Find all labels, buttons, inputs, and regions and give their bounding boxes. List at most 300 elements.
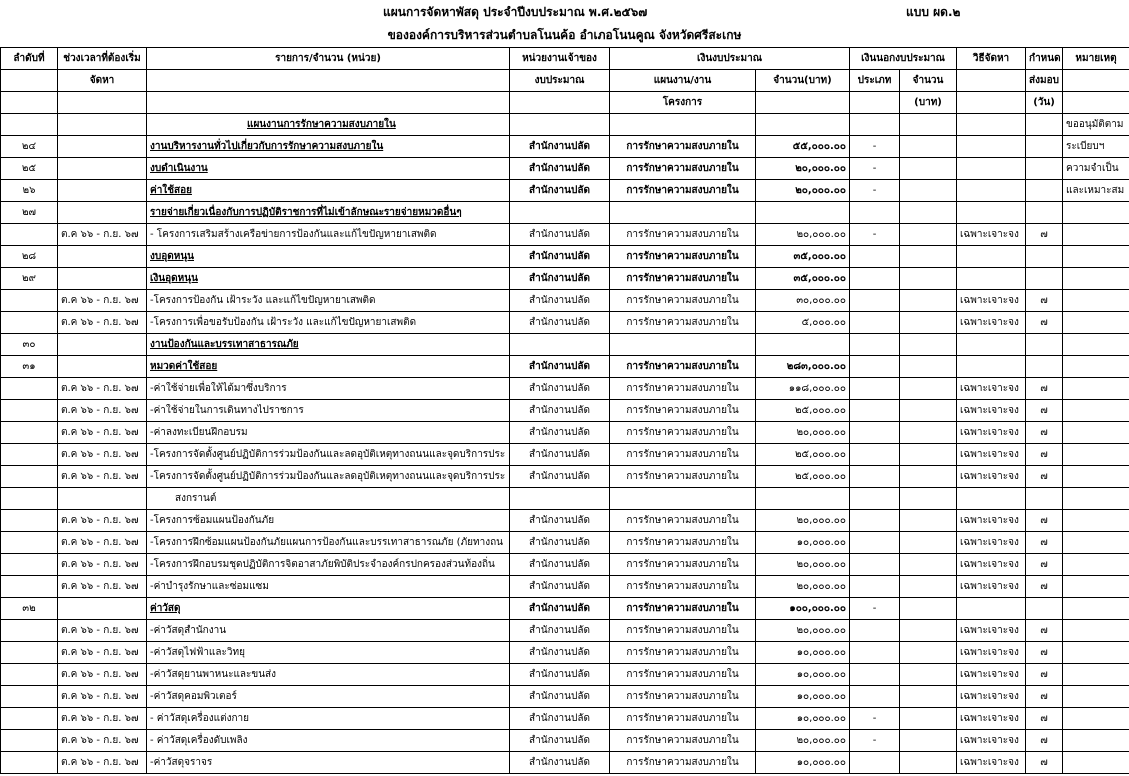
table-row <box>1 642 1129 664</box>
row-delivery-days: ๗ <box>1026 576 1063 598</box>
row-delivery-days: ๗ <box>1026 532 1063 554</box>
row-no: ๒๕ <box>1 158 58 180</box>
table-row <box>1 532 1129 554</box>
row-no <box>1 422 58 444</box>
row-delivery-days: ๗ <box>1026 510 1063 532</box>
row-unit: สำนักงานปลัด <box>510 312 610 334</box>
row-plan: การรักษาความสงบภายใน <box>610 576 756 598</box>
col-remark: หมายเหตุ <box>1063 48 1129 70</box>
row-unit: สำนักงานปลัด <box>510 422 610 444</box>
row-amount: ๒๐,๐๐๐.๐๐ <box>756 554 850 576</box>
row-method <box>957 246 1026 268</box>
row-amount: ๒๘๓,๐๐๐.๐๐ <box>756 356 850 378</box>
row-period <box>58 246 147 268</box>
row-period: ต.ค ๖๖ - ก.ย. ๖๗ <box>58 422 147 444</box>
row-unit: สำนักงานปลัด <box>510 268 610 290</box>
row-remark <box>1063 532 1129 554</box>
row-item: แผนงานการรักษาความสงบภายใน <box>147 114 510 136</box>
col-budget: เงินงบประมาณ <box>610 48 850 70</box>
row-item: -ค่าวัสดุยานพาหนะและขนส่ง <box>147 664 510 686</box>
row-plan: การรักษาความสงบภายใน <box>610 444 756 466</box>
row-unit: สำนักงานปลัด <box>510 598 610 620</box>
row-unit: สำนักงานปลัด <box>510 554 610 576</box>
row-unit: สำนักงานปลัด <box>510 664 610 686</box>
row-amount: ๑๐,๐๐๐.๐๐ <box>756 642 850 664</box>
row-unit: สำนักงานปลัด <box>510 708 610 730</box>
row-delivery-days: ๗ <box>1026 400 1063 422</box>
row-offbudget-amount <box>900 598 957 620</box>
row-plan: การรักษาความสงบภายใน <box>610 466 756 488</box>
row-item: - ค่าวัสดุเครื่องแต่งกาย <box>147 708 510 730</box>
table-row <box>1 202 1129 224</box>
row-plan: การรักษาความสงบภายใน <box>610 422 756 444</box>
row-delivery-days: ๗ <box>1026 708 1063 730</box>
row-delivery-days: ๗ <box>1026 554 1063 576</box>
row-offbudget-type <box>850 378 900 400</box>
row-delivery-days: ๗ <box>1026 686 1063 708</box>
row-delivery-days: ๗ <box>1026 290 1063 312</box>
row-no <box>1 224 58 246</box>
row-amount: ๒๕,๐๐๐.๐๐ <box>756 466 850 488</box>
row-no <box>1 752 58 774</box>
table-row <box>1 730 1129 752</box>
row-period <box>58 180 147 202</box>
row-no <box>1 444 58 466</box>
table-row <box>1 664 1129 686</box>
row-unit: สำนักงานปลัด <box>510 752 610 774</box>
row-item: สงกรานต์ <box>147 488 510 510</box>
row-period: ต.ค ๖๖ - ก.ย. ๖๗ <box>58 664 147 686</box>
row-no: ๓๒ <box>1 598 58 620</box>
row-offbudget-amount <box>900 334 957 356</box>
row-offbudget-amount <box>900 224 957 246</box>
row-remark <box>1063 510 1129 532</box>
row-unit: สำนักงานปลัด <box>510 642 610 664</box>
row-delivery-days: ๗ <box>1026 378 1063 400</box>
row-remark <box>1063 664 1129 686</box>
row-method: เฉพาะเจาะจง <box>957 642 1026 664</box>
row-no: ๒๔ <box>1 136 58 158</box>
row-item: งบอุดหนุน <box>147 246 510 268</box>
row-delivery-days <box>1026 598 1063 620</box>
row-remark <box>1063 268 1129 290</box>
col-off-amount: จำนวน <box>900 70 957 92</box>
row-no <box>1 664 58 686</box>
row-item: -ค่าบำรุงรักษาและซ่อมแซม <box>147 576 510 598</box>
row-delivery-days <box>1026 268 1063 290</box>
row-offbudget-amount <box>900 576 957 598</box>
row-remark: และเหมาะสม <box>1063 180 1129 202</box>
row-offbudget-amount <box>900 708 957 730</box>
row-method: เฉพาะเจาะจง <box>957 752 1026 774</box>
row-amount: ๑๐,๐๐๐.๐๐ <box>756 708 850 730</box>
row-item: -โครงการเพื่อขอรับป้องกัน เฝ้าระวัง และแก้ไขปัญหายาเสพติด <box>147 312 510 334</box>
row-offbudget-type: - <box>850 730 900 752</box>
row-offbudget-type: - <box>850 708 900 730</box>
row-plan: การรักษาความสงบภายใน <box>610 598 756 620</box>
row-method <box>957 202 1026 224</box>
row-offbudget-type <box>850 752 900 774</box>
row-amount: ๑๐๐,๐๐๐.๐๐ <box>756 598 850 620</box>
row-method <box>957 268 1026 290</box>
row-item: -ค่าวัสดุสำนักงาน <box>147 620 510 642</box>
table-row <box>1 268 1129 290</box>
row-no <box>1 488 58 510</box>
table-row <box>1 598 1129 620</box>
row-plan: การรักษาความสงบภายใน <box>610 246 756 268</box>
row-amount: ๒๐,๐๐๐.๐๐ <box>756 510 850 532</box>
row-remark <box>1063 708 1129 730</box>
row-period: ต.ค ๖๖ - ก.ย. ๖๗ <box>58 620 147 642</box>
row-offbudget-type <box>850 312 900 334</box>
row-period: ต.ค ๖๖ - ก.ย. ๖๗ <box>58 752 147 774</box>
row-method: เฉพาะเจาะจง <box>957 312 1026 334</box>
col-plan-2: โครงการ <box>610 92 756 114</box>
row-delivery-days: ๗ <box>1026 642 1063 664</box>
row-period: ต.ค ๖๖ - ก.ย. ๖๗ <box>58 642 147 664</box>
row-method: เฉพาะเจาะจง <box>957 708 1026 730</box>
row-period <box>58 598 147 620</box>
row-period: ต.ค ๖๖ - ก.ย. ๖๗ <box>58 708 147 730</box>
col-off-type: ประเภท <box>850 70 900 92</box>
row-period <box>58 202 147 224</box>
row-delivery-days <box>1026 136 1063 158</box>
row-plan: การรักษาความสงบภายใน <box>610 620 756 642</box>
row-no <box>1 532 58 554</box>
row-unit: สำนักงานปลัด <box>510 730 610 752</box>
row-period: ต.ค ๖๖ - ก.ย. ๖๗ <box>58 576 147 598</box>
row-method: เฉพาะเจาะจง <box>957 730 1026 752</box>
row-amount: ๓๐,๐๐๐.๐๐ <box>756 290 850 312</box>
row-unit: สำนักงานปลัด <box>510 400 610 422</box>
row-period: ต.ค ๖๖ - ก.ย. ๖๗ <box>58 290 147 312</box>
table-row <box>1 488 1129 510</box>
table-row <box>1 400 1129 422</box>
row-method: เฉพาะเจาะจง <box>957 400 1026 422</box>
row-item: -โครงการป้องกัน เฝ้าระวัง และแก้ไขปัญหายาเสพติด <box>147 290 510 312</box>
row-offbudget-amount <box>900 136 957 158</box>
row-method: เฉพาะเจาะจง <box>957 576 1026 598</box>
row-remark <box>1063 488 1129 510</box>
row-delivery-days: ๗ <box>1026 752 1063 774</box>
row-amount: ๑๐,๐๐๐.๐๐ <box>756 752 850 774</box>
row-amount: ๒๐,๐๐๐.๐๐ <box>756 158 850 180</box>
row-offbudget-type <box>850 642 900 664</box>
row-no: ๓๑ <box>1 356 58 378</box>
row-plan: การรักษาความสงบภายใน <box>610 224 756 246</box>
table-row <box>1 752 1129 774</box>
row-offbudget-amount <box>900 400 957 422</box>
row-no <box>1 730 58 752</box>
row-delivery-days: ๗ <box>1026 444 1063 466</box>
row-offbudget-amount <box>900 730 957 752</box>
row-unit: สำนักงานปลัด <box>510 158 610 180</box>
row-remark <box>1063 620 1129 642</box>
row-offbudget-type <box>850 576 900 598</box>
row-remark <box>1063 290 1129 312</box>
row-offbudget-amount <box>900 356 957 378</box>
row-delivery-days <box>1026 202 1063 224</box>
row-plan: การรักษาความสงบภายใน <box>610 136 756 158</box>
row-period <box>58 158 147 180</box>
row-offbudget-amount <box>900 664 957 686</box>
row-period: ต.ค ๖๖ - ก.ย. ๖๗ <box>58 312 147 334</box>
table-row <box>1 686 1129 708</box>
col-deliver: กำหนด <box>1026 48 1063 70</box>
row-offbudget-type <box>850 664 900 686</box>
row-offbudget-type <box>850 466 900 488</box>
row-item: -ค่าวัสดุคอมพิวเตอร์ <box>147 686 510 708</box>
row-amount: ๒๐,๐๐๐.๐๐ <box>756 620 850 642</box>
row-delivery-days: ๗ <box>1026 466 1063 488</box>
row-offbudget-type <box>850 444 900 466</box>
row-no <box>1 708 58 730</box>
row-item: -โครงการฝึกซ้อมแผนป้องกันภัยแผนการป้องกันและบรรเทาสาธารณภัย (ภัยทางถน <box>147 532 510 554</box>
row-delivery-days: ๗ <box>1026 312 1063 334</box>
row-amount: ๕,๐๐๐.๐๐ <box>756 312 850 334</box>
row-period: ต.ค ๖๖ - ก.ย. ๖๗ <box>58 554 147 576</box>
table-row <box>1 554 1129 576</box>
table-row <box>1 312 1129 334</box>
row-offbudget-type: - <box>850 136 900 158</box>
col-amount: จำนวน(บาท) <box>756 70 850 92</box>
row-method <box>957 334 1026 356</box>
row-plan: การรักษาความสงบภายใน <box>610 290 756 312</box>
col-offbudget: เงินนอกงบประมาณ <box>850 48 957 70</box>
row-offbudget-type <box>850 114 900 136</box>
header-row-3 <box>1 92 1129 114</box>
row-period: ต.ค ๖๖ - ก.ย. ๖๗ <box>58 510 147 532</box>
row-unit: สำนักงานปลัด <box>510 290 610 312</box>
table-row <box>1 290 1129 312</box>
row-method <box>957 488 1026 510</box>
row-item: -โครงการจัดตั้งศูนย์ปฏิบัติการร่วมป้องกันและลดอุบัติเหตุทางถนนและจุดบริการประ <box>147 466 510 488</box>
col-method: วิธีจัดหา <box>957 48 1026 70</box>
row-plan: การรักษาความสงบภายใน <box>610 730 756 752</box>
row-offbudget-amount <box>900 114 957 136</box>
row-plan: การรักษาความสงบภายใน <box>610 378 756 400</box>
row-period: ต.ค ๖๖ - ก.ย. ๖๗ <box>58 224 147 246</box>
table-row <box>1 510 1129 532</box>
row-plan <box>610 114 756 136</box>
row-plan: การรักษาความสงบภายใน <box>610 268 756 290</box>
row-remark <box>1063 246 1129 268</box>
row-no: ๒๖ <box>1 180 58 202</box>
row-period <box>58 334 147 356</box>
row-period: ต.ค ๖๖ - ก.ย. ๖๗ <box>58 686 147 708</box>
row-plan: การรักษาความสงบภายใน <box>610 312 756 334</box>
row-remark <box>1063 202 1129 224</box>
row-delivery-days <box>1026 488 1063 510</box>
row-unit: สำนักงานปลัด <box>510 378 610 400</box>
row-offbudget-amount <box>900 378 957 400</box>
row-delivery-days <box>1026 114 1063 136</box>
table-row <box>1 114 1129 136</box>
row-amount: ๑๐,๐๐๐.๐๐ <box>756 664 850 686</box>
row-unit: สำนักงานปลัด <box>510 686 610 708</box>
row-item: เงินอุดหนุน <box>147 268 510 290</box>
row-no <box>1 620 58 642</box>
table-row <box>1 620 1129 642</box>
row-amount <box>756 114 850 136</box>
row-plan: การรักษาความสงบภายใน <box>610 708 756 730</box>
row-item: ค่าวัสดุ <box>147 598 510 620</box>
row-delivery-days <box>1026 246 1063 268</box>
row-item: -ค่าใช้จ่ายในการเดินทางไปราชการ <box>147 400 510 422</box>
row-offbudget-amount <box>900 488 957 510</box>
row-remark <box>1063 598 1129 620</box>
row-delivery-days <box>1026 158 1063 180</box>
row-delivery-days: ๗ <box>1026 664 1063 686</box>
row-unit: สำนักงานปลัด <box>510 620 610 642</box>
row-item: -ค่าวัสดุจราจร <box>147 752 510 774</box>
row-plan <box>610 488 756 510</box>
row-delivery-days <box>1026 180 1063 202</box>
row-plan: การรักษาความสงบภายใน <box>610 686 756 708</box>
table-row <box>1 466 1129 488</box>
row-item: งานบริหารงานทั่วไปเกี่ยวกับการรักษาความสงบภายใน <box>147 136 510 158</box>
row-amount: ๓๕,๐๐๐.๐๐ <box>756 246 850 268</box>
row-period <box>58 114 147 136</box>
row-remark <box>1063 730 1129 752</box>
row-unit: สำนักงานปลัด <box>510 532 610 554</box>
row-item: -โครงการจัดตั้งศูนย์ปฏิบัติการร่วมป้องกันและลดอุบัติเหตุทางถนนและจุดบริการประ <box>147 444 510 466</box>
row-no <box>1 114 58 136</box>
row-offbudget-type <box>850 202 900 224</box>
row-unit: สำนักงานปลัด <box>510 576 610 598</box>
row-amount: ๒๐,๐๐๐.๐๐ <box>756 422 850 444</box>
row-remark <box>1063 686 1129 708</box>
row-method: เฉพาะเจาะจง <box>957 620 1026 642</box>
row-item: ค่าใช้สอย <box>147 180 510 202</box>
table-row <box>1 378 1129 400</box>
row-offbudget-amount <box>900 268 957 290</box>
row-amount: ๒๐,๐๐๐.๐๐ <box>756 730 850 752</box>
col-no: ลำดับที่ <box>1 48 58 70</box>
row-unit: สำนักงานปลัด <box>510 444 610 466</box>
row-delivery-days: ๗ <box>1026 620 1063 642</box>
row-amount: ๑๐,๐๐๐.๐๐ <box>756 532 850 554</box>
row-plan: การรักษาความสงบภายใน <box>610 664 756 686</box>
row-item: -โครงการฝึกอบรมชุดปฏิบัติการจิตอาสาภัยพิบัติประจำองค์กรปกครองส่วนท้องถิ่น <box>147 554 510 576</box>
row-no <box>1 642 58 664</box>
row-plan <box>610 334 756 356</box>
col-unit-2: งบประมาณ <box>510 70 610 92</box>
row-method: เฉพาะเจาะจง <box>957 466 1026 488</box>
row-item: -โครงการซ้อมแผนป้องกันภัย <box>147 510 510 532</box>
procurement-plan-table <box>0 47 1129 774</box>
row-amount: ๒๐,๐๐๐.๐๐ <box>756 180 850 202</box>
row-unit: สำนักงานปลัด <box>510 510 610 532</box>
row-offbudget-amount <box>900 554 957 576</box>
table-row <box>1 334 1129 356</box>
table-row <box>1 224 1129 246</box>
row-no <box>1 686 58 708</box>
col-deliver-2: ส่งมอบ <box>1026 70 1063 92</box>
row-amount: ๑๐,๐๐๐.๐๐ <box>756 686 850 708</box>
row-item: งานป้องกันและบรรเทาสาธารณภัย <box>147 334 510 356</box>
row-offbudget-type <box>850 246 900 268</box>
row-period: ต.ค ๖๖ - ก.ย. ๖๗ <box>58 378 147 400</box>
row-amount <box>756 202 850 224</box>
row-method: เฉพาะเจาะจง <box>957 444 1026 466</box>
row-offbudget-amount <box>900 422 957 444</box>
row-offbudget-type: - <box>850 224 900 246</box>
row-delivery-days <box>1026 334 1063 356</box>
row-offbudget-type <box>850 268 900 290</box>
row-unit: สำนักงานปลัด <box>510 224 610 246</box>
row-plan: การรักษาความสงบภายใน <box>610 180 756 202</box>
row-no <box>1 576 58 598</box>
table-row <box>1 180 1129 202</box>
row-remark: ระเบียบฯ <box>1063 136 1129 158</box>
row-amount: ๒๐,๐๐๐.๐๐ <box>756 224 850 246</box>
row-item: รายจ่ายเกี่ยวเนื่องกับการปฏิบัติราชการที่ไม่เข้าลักษณะรายจ่ายหมวดอื่นๆ <box>147 202 510 224</box>
document-title: แผนการจัดหาพัสดุ ประจำปีงบประมาณ พ.ศ.๒๕๖๗ <box>383 5 648 19</box>
row-method: เฉพาะเจาะจง <box>957 224 1026 246</box>
row-offbudget-type <box>850 620 900 642</box>
row-no: ๒๘ <box>1 246 58 268</box>
row-unit <box>510 334 610 356</box>
row-method <box>957 136 1026 158</box>
row-period <box>58 488 147 510</box>
row-amount: ๒๐,๐๐๐.๐๐ <box>756 576 850 598</box>
row-method: เฉพาะเจาะจง <box>957 510 1026 532</box>
row-method: เฉพาะเจาะจง <box>957 686 1026 708</box>
row-remark <box>1063 422 1129 444</box>
row-item: -ค่าใช้จ่ายเพื่อให้ได้มาซึ่งบริการ <box>147 378 510 400</box>
table-row <box>1 356 1129 378</box>
row-offbudget-type: - <box>850 598 900 620</box>
row-plan: การรักษาความสงบภายใน <box>610 356 756 378</box>
row-offbudget-amount <box>900 686 957 708</box>
row-offbudget-type <box>850 422 900 444</box>
row-offbudget-type <box>850 532 900 554</box>
row-plan: การรักษาความสงบภายใน <box>610 532 756 554</box>
row-method <box>957 114 1026 136</box>
row-plan: การรักษาความสงบภายใน <box>610 752 756 774</box>
row-unit <box>510 114 610 136</box>
row-remark <box>1063 444 1129 466</box>
row-method <box>957 598 1026 620</box>
row-item: หมวดค่าใช้สอย <box>147 356 510 378</box>
row-offbudget-amount <box>900 532 957 554</box>
row-remark: ความจำเป็น <box>1063 158 1129 180</box>
table-row <box>1 576 1129 598</box>
row-amount: ๒๕,๐๐๐.๐๐ <box>756 444 850 466</box>
row-plan: การรักษาความสงบภายใน <box>610 554 756 576</box>
row-amount: ๕๕,๐๐๐.๐๐ <box>756 136 850 158</box>
row-no <box>1 466 58 488</box>
row-offbudget-amount <box>900 202 957 224</box>
row-unit: สำนักงานปลัด <box>510 356 610 378</box>
row-unit: สำนักงานปลัด <box>510 466 610 488</box>
row-no: ๒๙ <box>1 268 58 290</box>
row-delivery-days <box>1026 356 1063 378</box>
row-remark <box>1063 466 1129 488</box>
row-no <box>1 378 58 400</box>
row-item: - โครงการเสริมสร้างเครือข่ายการป้องกันและแก้ไขปัญหายาเสพติด <box>147 224 510 246</box>
row-amount <box>756 488 850 510</box>
row-plan: การรักษาความสงบภายใน <box>610 510 756 532</box>
row-plan <box>610 202 756 224</box>
row-offbudget-type <box>850 686 900 708</box>
col-period-2: จัดหา <box>58 70 147 92</box>
col-item: รายการ/จำนวน (หน่วย) <box>147 48 510 70</box>
row-method <box>957 158 1026 180</box>
table-row <box>1 422 1129 444</box>
row-period <box>58 136 147 158</box>
